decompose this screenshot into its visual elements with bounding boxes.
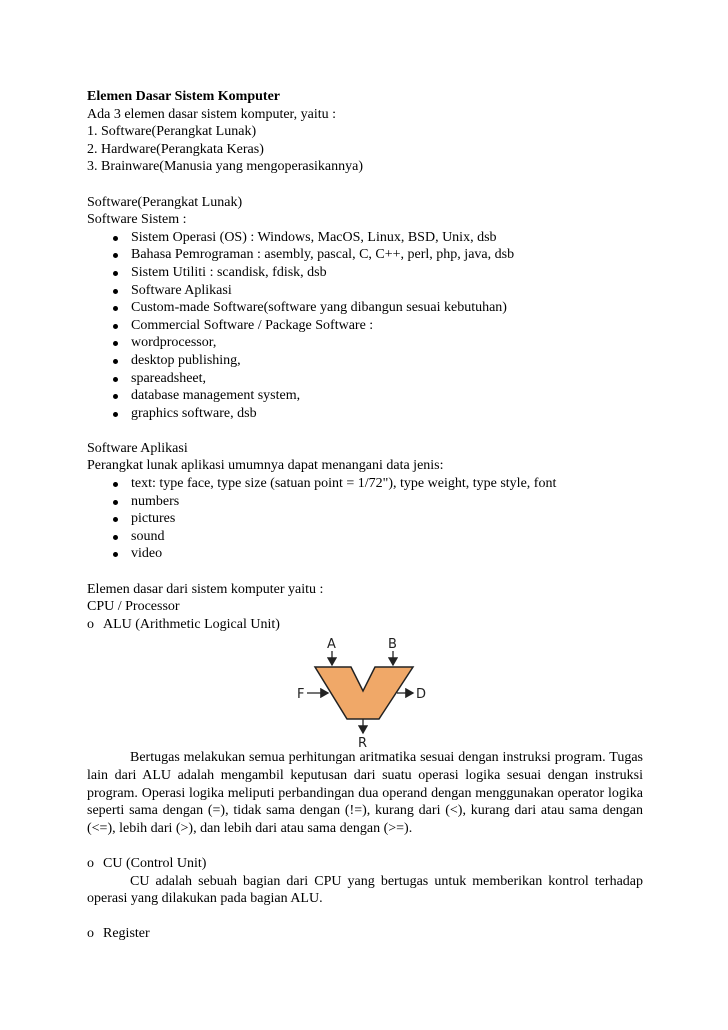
bullet-icon xyxy=(113,482,118,487)
software-aplikasi-list xyxy=(87,475,643,563)
label-d: D xyxy=(416,687,427,703)
label-a: A xyxy=(327,637,336,653)
label-f: F xyxy=(297,687,305,703)
list-item: sound xyxy=(131,528,643,546)
software-aplikasi-intro: Perangkat lunak aplikasi umumnya dapat menangani data jenis: xyxy=(87,458,444,474)
list-item: Custom-made Software(software yang dibangun sesuai kebutuhan) xyxy=(131,299,643,317)
bullet-icon xyxy=(113,412,118,417)
software-aplikasi-heading: Software Aplikasi xyxy=(87,440,188,456)
circle-bullet-icon: o xyxy=(87,926,94,942)
list-item: Commercial Software / Package Software : xyxy=(131,317,643,335)
list-item: video xyxy=(131,545,643,563)
bullet-icon xyxy=(113,517,118,522)
bullet-icon xyxy=(113,271,118,276)
cpu-heading: CPU / Processor xyxy=(87,599,180,615)
alu-heading: o ALU (Arithmetic Logical Unit) xyxy=(87,616,280,632)
document-title: Elemen Dasar Sistem Komputer xyxy=(87,89,280,104)
bullet-icon xyxy=(113,359,118,364)
bullet-icon xyxy=(113,341,118,346)
alu-diagram-svg xyxy=(297,637,447,749)
list-item: text: type face, type size (satuan point = 1/72"), type weight, type style, font xyxy=(131,475,643,493)
list-item: Sistem Operasi (OS) : Windows, MacOS, Linux, BSD, Unix, dsb xyxy=(131,229,643,247)
list-item: database management system, xyxy=(131,387,643,405)
alu-diagram xyxy=(87,637,643,749)
list-item: 1. Software(Perangkat Lunak) xyxy=(87,124,257,140)
list-item: wordprocessor, xyxy=(131,334,643,352)
bullet-icon xyxy=(113,377,118,382)
list-item: Bahasa Pemrograman : asembly, pascal, C, C++, perl, php, java, dsb xyxy=(131,246,643,264)
circle-bullet-icon: o xyxy=(87,855,94,871)
cu-heading: o CU (Control Unit) xyxy=(87,855,207,871)
circle-bullet-icon: o xyxy=(87,616,94,632)
bullet-icon xyxy=(113,306,118,311)
intro-text: Ada 3 elemen dasar sistem komputer, yaitu : xyxy=(87,106,337,122)
bullet-icon xyxy=(113,394,118,399)
elements-list xyxy=(87,123,643,176)
software-sistem-list xyxy=(87,229,643,423)
bullet-icon xyxy=(113,289,118,294)
register-heading: o Register xyxy=(87,926,150,942)
bullet-icon xyxy=(113,236,118,241)
list-item: numbers xyxy=(131,493,643,511)
software-heading: Software(Perangkat Lunak) xyxy=(87,194,243,210)
list-item: desktop publishing, xyxy=(131,352,643,370)
software-sistem-heading: Software Sistem : xyxy=(87,212,187,228)
list-item: Sistem Utiliti : scandisk, fdisk, dsb xyxy=(131,264,643,282)
cu-paragraph: CU adalah sebuah bagian dari CPU yang bertugas untuk memberikan kontrol terhadap operasi yang dilakukan pada bagian ALU. xyxy=(87,873,643,907)
list-item: spareadsheet, xyxy=(131,370,643,388)
bullet-icon xyxy=(113,253,118,258)
list-item: 2. Hardware(Perangkata Keras) xyxy=(87,141,264,157)
alu-paragraph: Bertugas melakukan semua perhitungan aritmatika sesuai dengan instruksi program. Tugas lain dari ALU adalah mengambil keputusan dari suatu operasi logika sesuai dengan instruksi program. Operasi logika meliputi perbandingan dua operand dengan menggunakan operator logika seperti sama dengan (=), tidak sama dengan (!=), kurang dari (<), kurang dari atau sama dengan (<=), lebih dari (>), dan lebih dari atau sama dengan (>=). xyxy=(87,750,643,836)
bullet-icon xyxy=(113,324,118,329)
list-item: Software Aplikasi xyxy=(131,282,643,300)
list-item: graphics software, dsb xyxy=(131,405,643,423)
label-b: B xyxy=(388,637,397,653)
bullet-icon xyxy=(113,535,118,540)
list-item: 3. Brainware(Manusia yang mengoperasikannya) xyxy=(87,159,364,175)
bullet-icon xyxy=(113,552,118,557)
document-content xyxy=(87,88,643,943)
bullet-icon xyxy=(113,500,118,505)
elemen-heading: Elemen dasar dari sistem komputer yaitu : xyxy=(87,581,324,597)
label-r: R xyxy=(358,736,368,750)
list-item: pictures xyxy=(131,510,643,528)
